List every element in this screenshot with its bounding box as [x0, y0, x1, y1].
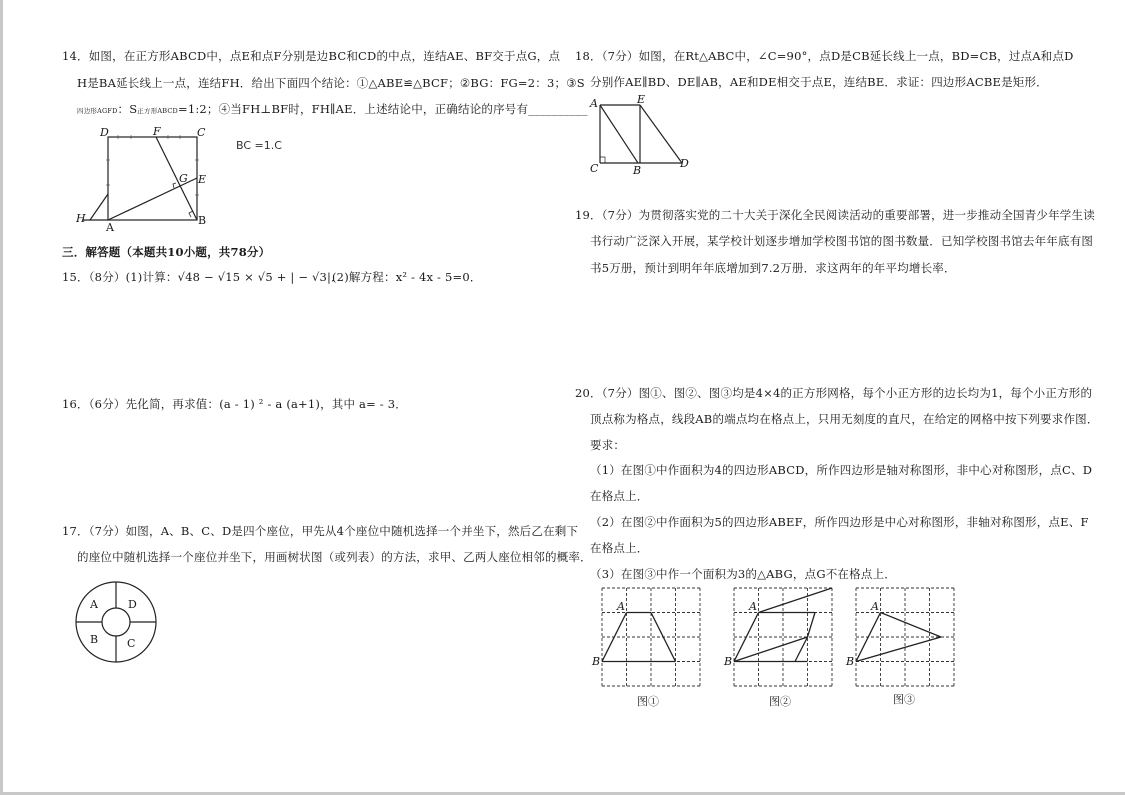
q14-sub-square: 正方形ABCD [137, 107, 178, 115]
q14-line-2: H是BA延长线上一点，连结FH．给出下面四个结论：①△ABE≌△BCF；②BG：FG=2：3；③S [77, 76, 585, 90]
q14-label-g: G [179, 172, 188, 185]
q17-line-1: 17．（7分）如图，A、B、C、D是四个座位，甲先从4个座位中随机选择一个并坐下，然后乙在剩下 [62, 524, 579, 538]
fig3-caption: 图③ [893, 693, 915, 706]
q14-label-c: C [197, 126, 206, 139]
handwritten-note: BC =1.C [236, 139, 282, 152]
q14-line-3-rest: =1:2；④当FH⊥BF时，FH∥AE．上述结论中，正确结论的序号有__________ [177, 102, 588, 116]
fig3-label-b: B [846, 655, 855, 668]
q20-req-3: （3）在图③中作一个面积为3的△ABG，点G不在格点上． [590, 567, 896, 581]
q18-line-2: 分别作AE∥BD、DE∥AB，AE和DE相交于点E，连结BE．求证：四边形ACBE是矩形． [590, 75, 1048, 89]
seat-a: A [90, 598, 98, 611]
fig1-label-b: B [592, 655, 601, 668]
q20-line-3: 要求： [590, 438, 626, 452]
fig2-label-a: A [749, 600, 757, 613]
q20-line-2: 顶点称为格点，线段AB的端点均在格点上，只用无刻度的直尺，在给定的网格中按下列要求作图． [590, 412, 1099, 426]
q14-label-e: E [198, 173, 207, 186]
q14-label-a: A [106, 221, 114, 234]
section-3-heading: 三．解答题（本题共10小题，共78分） [62, 245, 271, 259]
fig3-label-a: A [871, 600, 879, 613]
fig2-label-b: B [724, 655, 733, 668]
q20-req-1-line-1: （1）在图①中作面积为4的四边形ABCD，所作四边形是轴对称图形，非中心对称图形，点C、D [590, 463, 1093, 477]
q14-sub-quadrilateral: 四边形AGFD [77, 107, 118, 115]
q14-label-b: B [198, 214, 207, 227]
seat-c: C [127, 637, 136, 650]
q20-req-2-line-1: （2）在图②中作面积为5的四边形ABEF，所作四边形是中心对称图形，非轴对称图形，点E、F [590, 515, 1089, 529]
q20-line-1: 20．（7分）图①、图②、图③均是4×4的正方形网格，每个小正方形的边长均为1，每个小正方形的 [575, 386, 1093, 400]
q19-line-3: 书5万册，预计到明年年底增加到7.2万册．求这两年的年平均增长率． [590, 261, 956, 275]
q17-line-2: 的座位中随机选择一个座位并坐下，用画树状图（或列表）的方法，求甲、乙两人座位相邻的概率． [77, 550, 592, 564]
q14-label-h: H [76, 212, 86, 225]
q14-label-d: D [100, 126, 109, 139]
q19-line-2: 书行动广泛深入开展，某学校计划逐步增加学校图书馆的图书数量．已知学校图书馆去年年底有图 [590, 234, 1094, 248]
q18-label-e: E [637, 93, 646, 106]
q18-line-1: 18．（7分）如图，在Rt△ABC中，∠C=90°，点D是CB延长线上一点，BD=CB，过点A和点D [575, 49, 1074, 63]
q14-ratio-colon: ：S [117, 102, 138, 116]
q18-label-b: B [633, 164, 642, 177]
seat-d: D [128, 598, 137, 611]
q14-line-1: 14．如图，在正方形ABCD中，点E和点F分别是边BC和CD的中点，连结AE、BF交于点G，点 [62, 49, 561, 63]
q18-label-a: A [590, 97, 598, 110]
q14-label-f: F [153, 125, 161, 138]
q18-label-c: C [590, 162, 599, 175]
seat-b: B [90, 633, 99, 646]
q18-label-d: D [680, 157, 689, 170]
fig1-label-a: A [617, 600, 625, 613]
q15-part-1: 15．（8分）(1)计算：√48 − √15 × √5 + | − √3|． [62, 270, 343, 284]
question-16: 16．（6分）先化简，再求值：(a - 1) ² - a (a+1)，其中 a= - 3． [62, 397, 407, 411]
fig2-caption: 图② [769, 695, 791, 708]
q15-part-2: (2)解方程：x² - 4x - 5=0． [332, 270, 482, 284]
q20-req-1-line-2: 在格点上． [590, 489, 649, 503]
q19-line-1: 19．（7分）为贯彻落实党的二十大关于深化全民阅读活动的重要部署，进一步推动全国青少年学生读 [575, 208, 1095, 222]
q20-req-2-line-2: 在格点上． [590, 541, 649, 555]
fig1-caption: 图① [637, 695, 659, 708]
